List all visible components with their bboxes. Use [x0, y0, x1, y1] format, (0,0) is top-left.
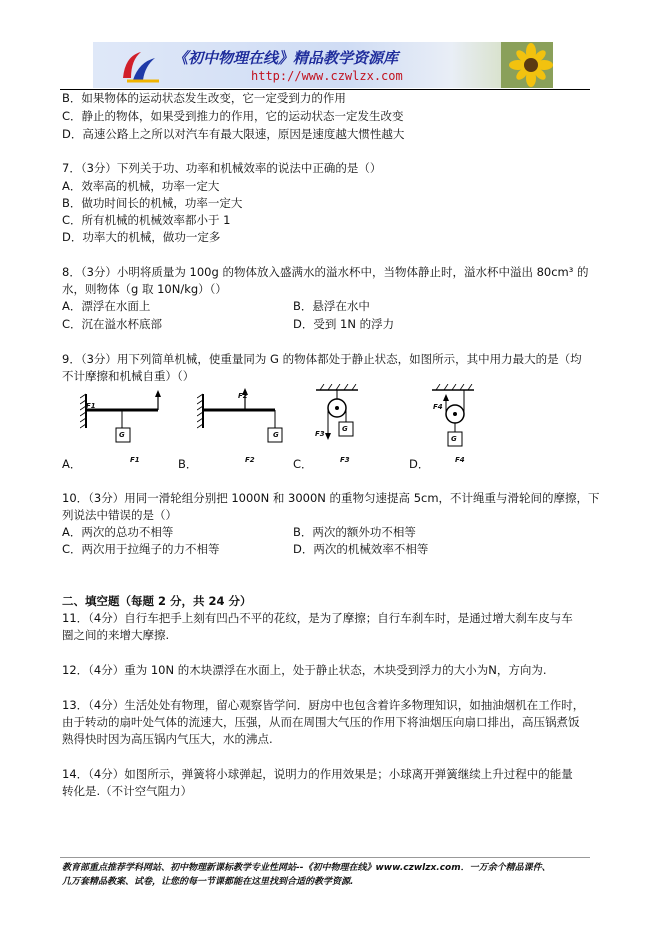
q9-figure-a	[80, 388, 180, 454]
site-logo-icon	[119, 48, 163, 84]
q7-option-c: C．所有机械的机械效率都小于 1	[62, 213, 231, 227]
q9-option-d: D．	[409, 457, 430, 471]
q11-line2: 圈之间的来增大摩擦.	[62, 628, 170, 642]
banner-title: 《初中物理在线》精品教学资源库	[173, 49, 399, 67]
q9-fig-d-caption: F4	[455, 456, 465, 464]
q9-stem-line2: 不计摩擦和机械自重）（）	[62, 369, 195, 383]
q9-option-a: A．	[62, 457, 82, 471]
q9-fig-d-force-label: F4	[433, 403, 443, 411]
prev-option-b: B．如果物体的运动状态发生改变，它一定受到力的作用	[62, 91, 346, 105]
q9-fig-a-caption: F1	[130, 456, 140, 464]
q8-stem-line1: 8．（3分）小明将质量为 100g 的物体放入盛满水的溢水杯中，当物体静止时，溢水杯中溢出 80cm³ 的	[62, 265, 589, 279]
q9-stem-line1: 9．（3分）用下列简单机械，使重量同为 G 的物体都处于静止状态，如图所示，其中用力最大的是（均	[62, 352, 582, 366]
q7-stem: 7．（3分）下列关于功、功率和机械效率的说法中正确的是（）	[62, 161, 382, 175]
q7-option-b: B．做功时间长的机械，功率一定大	[62, 196, 243, 210]
q10-stem-line1: 10．（3分）用同一滑轮组分别把 1000N 和 3000N 的重物匀速提高 5cm，不计绳重与滑轮间的摩擦，下	[62, 491, 600, 505]
q10-option-c: C．两次用于拉绳子的力不相等	[62, 542, 220, 556]
q9-fig-d-weight-label: G	[451, 435, 457, 443]
footer-line1: 教育部重点推荐学科网站、初中物理新课标教学专业性网站--《初中物理在线》www.czwlzx.com．一万余个精品课件、	[62, 863, 551, 873]
q9-fig-b-caption: F2	[245, 456, 255, 464]
q8-stem-line2: 水，则物体（g 取 10N/kg）（）	[62, 282, 227, 296]
q9-figure-d	[428, 384, 478, 456]
q9-option-b: B．	[178, 457, 198, 471]
q14-line1: 14．（4分）如图所示，弹簧将小球弹起，说明力的作用效果是；小球离开弹簧继续上升过程中的能量	[62, 767, 573, 781]
q10-stem-line2: 列说法中错误的是（）	[62, 508, 177, 522]
q9-fig-c-weight-label: G	[342, 425, 348, 433]
q11-line1: 11．（4分）自行车把手上刻有凹凸不平的花纹，是为了摩擦；自行车刹车时，是通过增大刹车皮与车	[62, 611, 573, 625]
footer-rule	[60, 857, 590, 858]
q7-option-d: D．功率大的机械，做功一定多	[62, 230, 221, 244]
prev-option-c: C．静止的物体，如果受到推力的作用，它的运动状态一定发生改变	[62, 109, 404, 123]
section2-heading: 二、填空题（每题 2 分，共 24 分）	[62, 594, 252, 608]
q8-option-b: B．悬浮在水中	[293, 299, 370, 313]
q9-fig-a-weight-label: G	[119, 431, 125, 439]
q10-option-b: B．两次的额外功不相等	[293, 525, 416, 539]
q9-fig-c-force-label: F3	[315, 430, 325, 438]
q10-option-d: D．两次的机械效率不相等	[293, 542, 429, 556]
q8-option-c: C．沉在溢水杯底部	[62, 317, 163, 331]
q7-option-a: A．效率高的机械，功率一定大	[62, 179, 220, 193]
footer-line2: 几万套精品教案、试卷，让您的每一节课都能在这里找到合适的教学资源.	[62, 877, 354, 887]
q14-line2: 转化是.（不计空气阻力）	[62, 784, 193, 798]
q9-option-c: C．	[293, 457, 313, 471]
q13-line3: 熟得快时因为高压锅内气压大，水的沸点.	[62, 732, 273, 746]
q9-fig-b-force-label: F2	[238, 392, 248, 400]
q12-line1: 12．（4分）重为 10N 的木块漂浮在水面上，处于静止状态，木块受到浮力的大小为N，方向为.	[62, 663, 547, 677]
q9-fig-c-caption: F3	[340, 456, 350, 464]
q9-fig-a-force-label: F1	[86, 402, 96, 410]
q8-option-d: D．受到 1N 的浮力	[293, 317, 395, 331]
q9-figure-c	[312, 384, 362, 456]
q10-option-a: A．两次的总功不相等	[62, 525, 174, 539]
banner-url: http://www.czwlzx.com	[251, 69, 403, 83]
sunflower-icon	[501, 42, 553, 88]
prev-option-d: D．高速公路上之所以对汽车有最大限速，原因是速度越大惯性越大	[62, 127, 405, 141]
q13-line1: 13．（4分）生活处处有物理，留心观察皆学问．厨房中也包含着许多物理知识，如抽油烟机在工作时，	[62, 698, 585, 712]
header-banner	[93, 42, 553, 88]
q8-option-a: A．漂浮在水面上	[62, 299, 151, 313]
q9-fig-b-weight-label: G	[273, 431, 279, 439]
q13-line2: 由于转动的扇叶处气体的流速大，压强，从而在周围大气压的作用下将油烟压向扇口排出，高压锅煮饭	[62, 715, 580, 729]
